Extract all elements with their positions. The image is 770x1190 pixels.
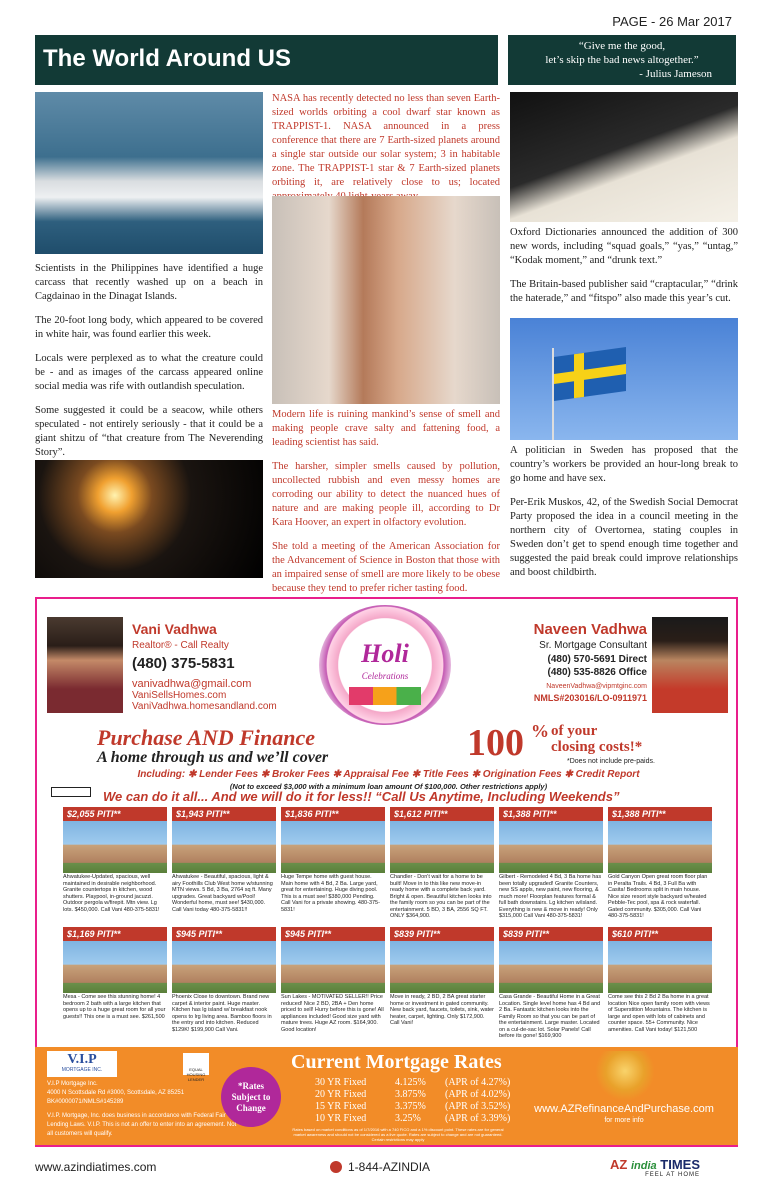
col1-paragraph: Locals were perplexed as to what the creature could be - and as images of the carcass appeared online social media was rife with outlandish speculation.: [35, 353, 263, 392]
equal-housing-icon: [51, 787, 91, 797]
listing-description: Come see this 2 Bd 2 Ba home in a great location Nice open family room with views of Superstition Mountains. The kitchen is large and open with lots of cabinets and counter space. 55+ Community. Nice amenities. Call Vani today! $121,500: [608, 994, 710, 1033]
agent-1-website[interactable]: VaniVadhwa.homesandland.com: [132, 701, 277, 712]
reading-book-photo: [510, 92, 738, 222]
listing-description: Chandler - Don't wait for a home to be built! Move in to this like new move-in ready home with a complete back yard. Bright & open. Beautiful kitchen looks into the family room so you can be part of the entertainment. 5 BD, 3 BA, 2556 SQ FT. ONLY $364,900.: [390, 874, 492, 919]
rates-title: Current Mortgage Rates: [291, 1051, 502, 1073]
closing-cost-offer: [467, 721, 707, 771]
col3-paragraph: The Britain-based publisher said “craptacular,” “drink the haterade,” and “fitspo” also made this year’s cut.: [510, 279, 738, 304]
listing-description: Sun Lakes - MOTIVATED SELLER!! Price reduced! Nice 2 BD, 2BA + Den home priced to sell! Hurry before this is gone! All appliances included! Good size yard with mature trees. Huge AZ room. $164,900. Good location!: [281, 994, 384, 1033]
col2-paragraph: The harsher, simpler smells caused by pollution, uncollected rubbish and even messy homes are corroding our ability to detect the nuanced hues of nature and are making people ill, according to Dr Kara Hoover, an expert in olfactory evolution.: [272, 461, 500, 528]
including-fees: Including: ✱ Lender Fees ✱ Broker Fees ✱ Appraisal Fee ✱ Title Fees ✱ Origination Fees ✱ Credit Report: [137, 769, 640, 780]
vip-logo-sub: MORTGAGE INC.: [61, 1067, 103, 1073]
rate-apr: (APR of 3.52%): [445, 1101, 511, 1112]
section-title: The World Around US: [35, 35, 498, 85]
closing-cost-note: *Does not include pre-paids.: [567, 758, 655, 765]
rate-value: 3.25%: [395, 1113, 421, 1124]
listing-price: $839 PITI**: [390, 927, 494, 941]
agent-2-phone-direct: (480) 570-5691 Direct: [547, 654, 647, 665]
planets-photo: [35, 460, 263, 578]
col3-paragraph: Oxford Dictionaries announced the addition of 300 new words, including “squad goals,” “yas,” “untag,” “Kodak moment,” and “drunk text.”: [510, 227, 738, 266]
vip-logo-text: V.I.P: [67, 1052, 97, 1067]
rate-term: 15 YR Fixed: [315, 1101, 367, 1112]
agent-1-website[interactable]: VaniSellsHomes.com: [132, 690, 227, 701]
logo-az: AZ: [610, 1157, 628, 1172]
listing-card[interactable]: [281, 807, 385, 927]
house-photo: [281, 941, 385, 993]
col1-paragraph: Scientists in the Philippines have identified a huge carcass that recently washed up on a beach in Cagdainao in the Dinagat Islands.: [35, 263, 263, 302]
house-photo: [390, 821, 494, 873]
vip-name: V.I.P Mortgage Inc.: [47, 1081, 98, 1087]
col1-paragraph: The 20-foot long body, which appeared to be covered in white hair, was found earlier this week.: [35, 315, 263, 340]
listing-price: $945 PITI**: [281, 927, 385, 941]
mortgage-rates-band: [35, 1047, 738, 1145]
listing-description: Mesa - Come see this stunning home! 4 bedroom 2 bath with a large kitchen that opens up to a huge great room for all your guests!! This one is a must see. $261,500: [63, 994, 166, 1020]
vip-address: [47, 1080, 237, 1139]
col2-paragraph: Modern life is ruining mankind’s sense of smell and making people crave salty and fattening food, a leading scientist has said.: [272, 409, 500, 448]
footer-phone: [330, 1160, 430, 1174]
carcass-photo: [35, 92, 263, 254]
listing-card[interactable]: [608, 927, 712, 1047]
holi-subtitle: Celebrations: [361, 671, 409, 681]
house-photo: [63, 821, 167, 873]
listing-card[interactable]: [172, 807, 276, 927]
listing-card[interactable]: [390, 927, 494, 1047]
headline-cover: A home through us and we’ll cover: [97, 749, 329, 766]
col2-paragraph: She told a meeting of the American Association for the Advancement of Science in Boston that those with an impaired sense of smell are more likely to be obese because they tend to prefer richer tasting food.: [272, 541, 501, 594]
percent-value: 100: [467, 722, 524, 764]
agent-1-photo: [47, 617, 123, 713]
listing-price: $1,169 PITI**: [63, 927, 167, 941]
sweden-flag-photo: [510, 318, 738, 440]
agent-2-phone-office: (480) 535-8826 Office: [547, 667, 647, 678]
swedish-flag-icon: [554, 347, 626, 401]
quote-box: [508, 35, 736, 85]
ad-slogan: We can do it all... And we will do it for less!! “Call Us Anytime, Including Weekends”: [103, 789, 620, 804]
more-info-text: for more info: [604, 1117, 644, 1124]
house-photo: [390, 941, 494, 993]
house-photo: [63, 941, 167, 993]
quote-line-2: let’s skip the bad news altogether.”: [545, 54, 699, 66]
agent-1-info: [132, 621, 312, 712]
agent-2-email[interactable]: NaveenVadhwa@vipmtginc.com: [546, 683, 647, 690]
closing-cost-text-1: of your: [551, 723, 598, 739]
listing-description: Casa Grande - Beautiful Home in a Great Location. Single level home has 4 Bd and 2 Ba. Fantastic kitchen looks into the Family Room so that you can be part of the entertainment. Large master. Located on a cul-de-sac lot. Solar Panels! Call before its gone! $169,900: [499, 994, 601, 1039]
listing-card[interactable]: [499, 927, 603, 1047]
rate-term: 20 YR Fixed: [315, 1089, 367, 1100]
listing-card[interactable]: [63, 927, 167, 1047]
agent-2-name: Naveen Vadhwa: [533, 621, 647, 638]
listing-description: Ahwatukee - Beautiful, spacious, light & airy Foothills Club West home w/stunning MTN views. 5 Bd, 3 Ba, 2764 sq ft. Many upgrades. Great backyard w/Pool! Wonderful home, must see! $430,000. Call Vani today 480-375-5831!!: [172, 874, 273, 913]
house-photo: [499, 941, 603, 993]
vip-disclaimer: V.I.P. Mortgage, Inc. does business in accordance with Federal Fair Lending Laws. V.I.P. This is not an offer to enter into an agreement. Not all customers will qualify.: [47, 1113, 237, 1137]
quote-author: - Julius Jameson: [639, 68, 712, 80]
rate-term: 10 YR Fixed: [315, 1113, 367, 1124]
quote-line-1: “Give me the good,: [578, 40, 666, 52]
holi-mandala: [319, 605, 451, 725]
equal-housing-lender-icon: EQUAL HOUSING LENDER: [183, 1053, 209, 1075]
logo-times: TΙMES: [660, 1157, 700, 1172]
agent-1-phone: (480) 375-5831: [132, 655, 235, 672]
agent-1-title: Realtor® - Call Realty: [132, 640, 229, 651]
listing-price: $1,836 PITI**: [281, 807, 385, 821]
house-photo: [281, 821, 385, 873]
house-photo: [608, 941, 712, 993]
listing-price: $839 PITI**: [499, 927, 603, 941]
listing-card[interactable]: [63, 807, 167, 927]
woman-smell-photo: [272, 196, 500, 404]
listing-description: Phoenix Close to downtown. Brand new carpet & interior paint. Huge master. Kitchen has lg island w/ breakfast nook opens to lrg living area. Bamboo floors in the entry and into kitchen. Reduced $129K! $199,900 Call Vani.: [172, 994, 272, 1033]
azindia-logo: [610, 1157, 700, 1178]
listing-description: Move in ready, 2 BD, 2 BA great starter home or investment in gated community. New back yard, faucets, toilets, sink, water heater, carpet, lighting. Only $172,900. Call Vani!: [390, 994, 494, 1026]
headline-purchase: Purchase AND Finance: [97, 725, 315, 750]
listing-card[interactable]: [499, 807, 603, 927]
rates-note: Rates based on market conditions as of 1/7/2016 with a 740 FICO and a 1% discount point. These rates are for general market awareness and should not be considered as a live quote. Rates are subject to change and are not guaranteed. Certain restrictions may apply: [292, 1127, 504, 1142]
listing-description: Ahwatukee-Updated, spacious, well maintained in desirable neighborhood. Granite countertops in kitchen, wood shutters. Playpool, in-ground jacuzzi. Outdoor pergola w/firepit. Mtn view. Lg lots. $450,000. Call Vani 480-375-5831!: [63, 874, 160, 913]
house-photo: [172, 941, 276, 993]
rate-value: 3.875%: [395, 1089, 426, 1100]
listing-description: Huge Tempe home with guest house. Main home with 4 Bd, 2 Ba. Large yard, great for entertaining. Huge diving pool. This is a must see! $380,000 Pending. Call Vani for a private showing. 480-375-5831!: [281, 874, 380, 913]
col1-paragraph: Some suggested it could be a seacow, while others speculated - not entirely seriously - that it could be a giant shitzu of “that creature from The Neverending Story”.: [35, 405, 263, 458]
rate-value: 4.125%: [395, 1077, 426, 1088]
listing-price: $610 PITI**: [608, 927, 712, 941]
listing-price: $1,388 PITI**: [608, 807, 712, 821]
rate-apr: (APR of 3.39%): [445, 1113, 511, 1124]
house-photo: [499, 821, 603, 873]
logo-tagline: FEEL AT HOME: [645, 1172, 700, 1178]
agent-2-photo: [652, 617, 728, 713]
listing-price: $945 PITI**: [172, 927, 276, 941]
listing-card[interactable]: [608, 807, 712, 927]
footer-website[interactable]: www.azindiatimes.com: [35, 1160, 157, 1174]
listing-price: $2,055 PITI**: [63, 807, 167, 821]
column-3-bottom: [510, 444, 738, 590]
house-photo: [608, 821, 712, 873]
col3-paragraph: Per-Erik Muskos, 42, of the Swedish Social Democrat Party proposed the idea in a council meeting in the northern city of Overtornea, stating couples in Sweden don’t get to spend enough time together and suggested the paid break could improve relationships and boost childbirth.: [510, 497, 738, 578]
footer-phone-number: 1-844-AZINDIA: [348, 1160, 431, 1174]
house-photo: [172, 821, 276, 873]
color-bowls-icon: [349, 687, 421, 705]
column-1: [35, 262, 263, 470]
agent-2-nmls: NMLS#203016/LO-0911971: [533, 693, 647, 703]
listing-price: $1,612 PITI**: [390, 807, 494, 821]
rates-badge: *Rates Subject to Change: [221, 1067, 281, 1127]
rate-apr: (APR of 4.27%): [445, 1077, 511, 1088]
percent-sign: %: [531, 721, 549, 741]
rate-value: 3.375%: [395, 1101, 426, 1112]
listing-price: $1,943 PITI**: [172, 807, 276, 821]
closing-cost-text-2: closing costs!*: [551, 739, 643, 755]
col3-paragraph: A politician in Sweden has proposed that the country’s workers be provided an hour-long break to go home and have sex.: [510, 445, 738, 484]
page-number: PAGE - 26 Mar 2017: [612, 14, 732, 29]
column-3-top: [510, 226, 738, 316]
indian-figure-icon: [595, 1051, 655, 1101]
rate-term: 30 YR Fixed: [315, 1077, 367, 1088]
phone-icon: [330, 1161, 342, 1173]
rate-apr: (APR of 4.02%): [445, 1089, 511, 1100]
agent-1-name: Vani Vadhwa: [132, 621, 217, 637]
vip-street: 4000 N Scottsdale Rd #3000, Scottsdale, AZ 85251: [47, 1090, 185, 1096]
agent-2-title: Sr. Mortgage Consultant: [539, 640, 647, 651]
col2-paragraph: NASA has recently detected no less than seven Earth-sized worlds orbiting a cool dwarf star known as TRAPPIST-1. NASA announced in a press conference that there are 7 Earth-sized planets around a single star outside our solar system; 3 in habitable zone. The TRAPPIST-1 star & 7 Earth-sized planets orbiting it, are relatively close to us; located: [272, 93, 500, 188]
refinance-website[interactable]: www.AZRefinanceAndPurchase.com: [534, 1103, 714, 1115]
listing-card[interactable]: [281, 927, 385, 1047]
column-2-bottom: [272, 408, 500, 606]
listing-card[interactable]: [390, 807, 494, 927]
agent-2-info: [457, 621, 647, 703]
listing-description: Gilbert - Remodeled 4 Bd, 3 Ba home has been totally upgraded! Granite Counters, new SS appls, new paint, new flooring, & much more! Floorplan features formal & full bath downstairs. Lg kitchen w/island. Everything is new & move in ready! Only $315,000 Call Vani 480-375-5831!: [499, 874, 602, 919]
agent-1-email[interactable]: vanivadhwa@gmail.com: [132, 678, 252, 690]
listings-grid: [63, 807, 723, 1047]
listing-price: $1,388 PITI**: [499, 807, 603, 821]
listing-card[interactable]: [172, 927, 276, 1047]
holi-title: Holi: [361, 639, 409, 668]
not-exceed-note: (Not to exceed $3,000 with a minimum loan amount Of $100,000. Other restrictions apply): [229, 782, 548, 791]
listing-description: Gold Canyon Open great room floor plan in Peralta Trails. 4 Bd, 3 Full Ba with Casita! Bedrooms split in main house. Nice size resort style backyard w/heated Pebble-Tec pool, spa & rock waterfall. Gated community. $305,000. Call Vani 480-375-5831!: [608, 874, 708, 919]
vip-license: BK#0000071/NMLS#145289: [47, 1099, 124, 1105]
vip-logo: [47, 1051, 117, 1077]
logo-india: india: [630, 1160, 657, 1172]
